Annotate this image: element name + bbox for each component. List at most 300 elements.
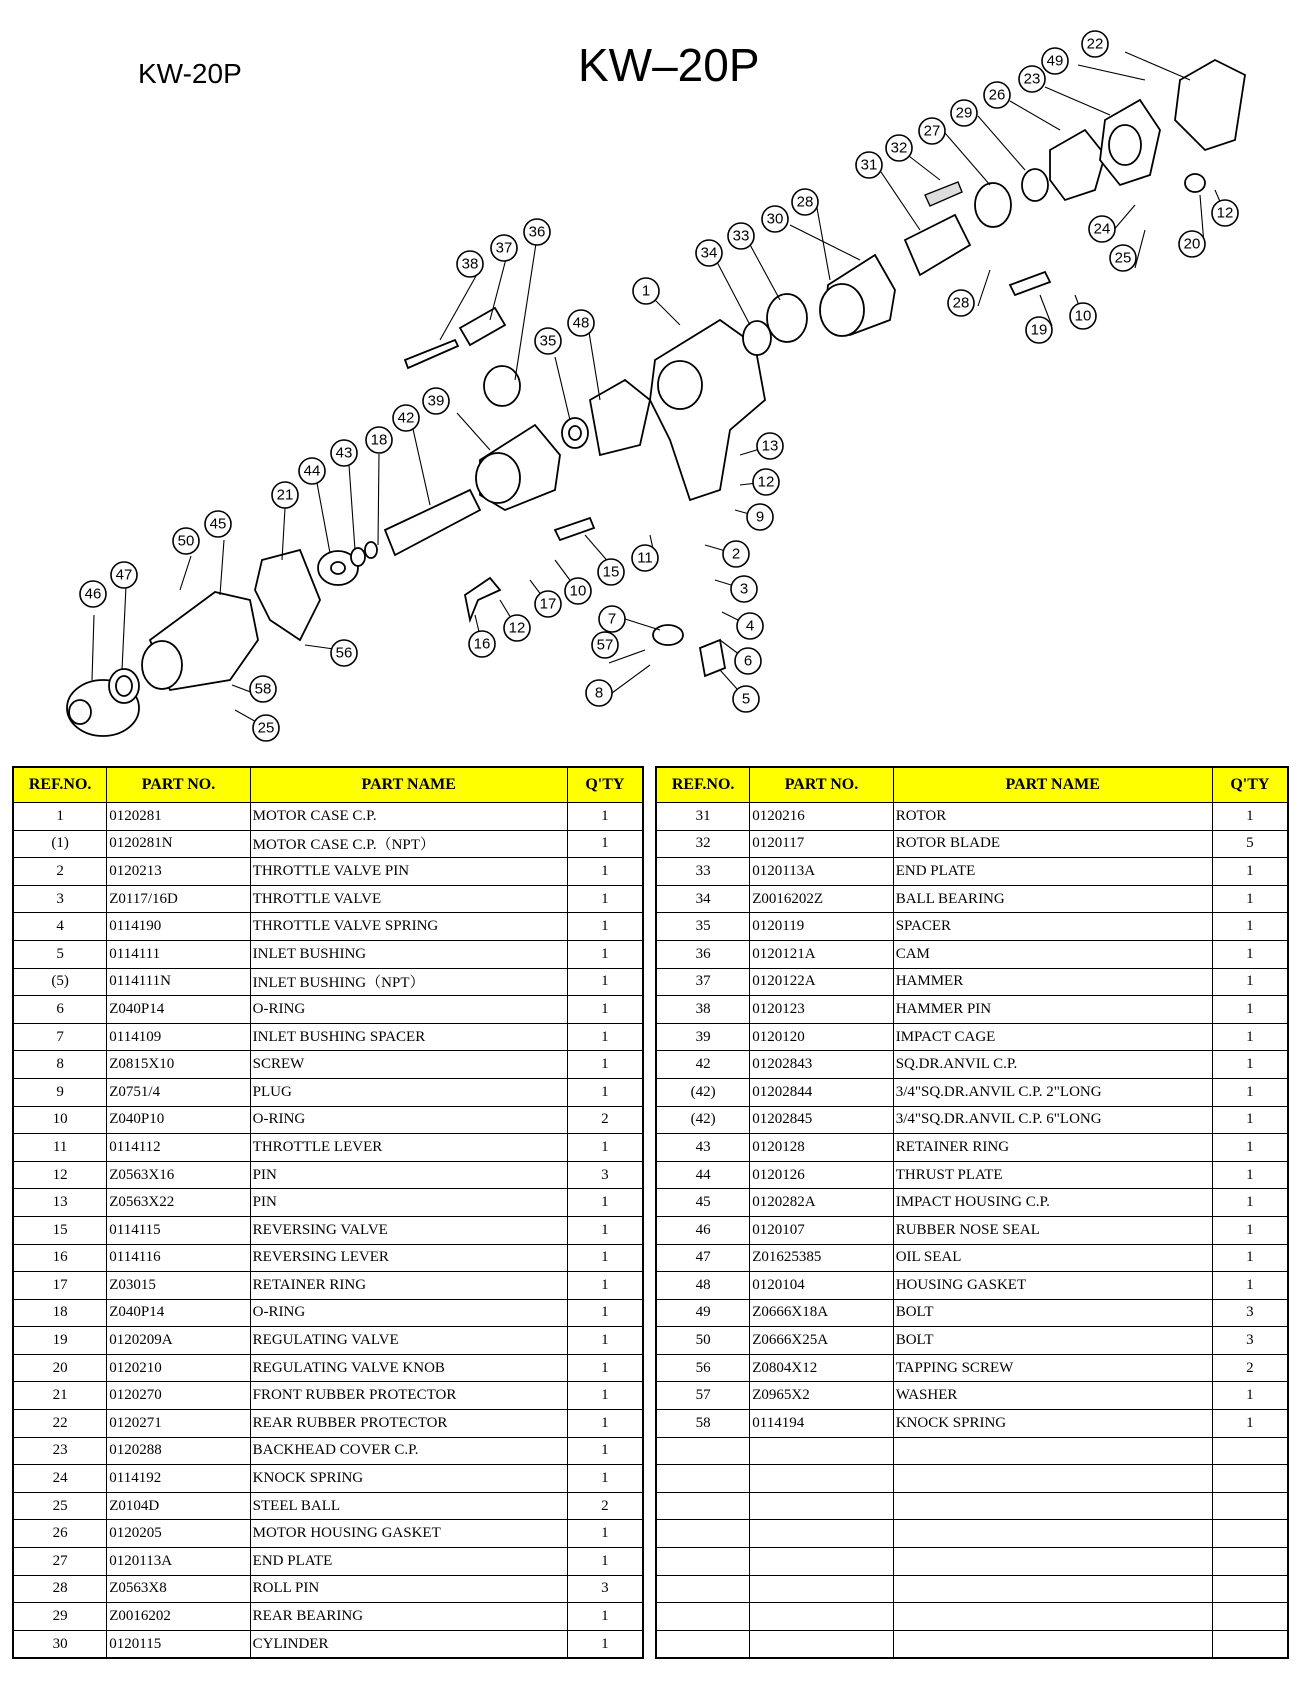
part-name-cell: REGULATING VALVE [250, 1327, 567, 1355]
svg-text:27: 27 [923, 122, 941, 140]
qty-cell: 3 [567, 1575, 643, 1603]
callout-30 [762, 206, 788, 232]
callout-10-b [565, 578, 591, 604]
table-row [13, 1630, 643, 1658]
table-row [13, 1575, 643, 1603]
part-no-cell: 0120115 [107, 1630, 250, 1658]
svg-text:45: 45 [209, 515, 227, 533]
part-no-cell: Z0804X12 [750, 1354, 893, 1382]
callout-56 [331, 640, 357, 666]
part-no-cell: 0120123 [750, 996, 893, 1024]
part-name-cell: PIN [250, 1161, 567, 1189]
svg-text:25: 25 [257, 719, 275, 737]
callout-36 [524, 219, 550, 245]
callout-19 [1026, 317, 1052, 343]
callout-50 [173, 528, 199, 554]
table-row [13, 996, 643, 1024]
svg-text:3: 3 [739, 580, 749, 598]
table-row [656, 1410, 1288, 1438]
callout-23 [1019, 66, 1045, 92]
svg-text:10: 10 [569, 582, 587, 600]
svg-text:6: 6 [743, 652, 753, 670]
qty-cell: 1 [567, 1548, 643, 1576]
table-row [656, 858, 1288, 886]
callout-31 [856, 152, 882, 178]
svg-text:12: 12 [1216, 204, 1234, 222]
svg-text:18: 18 [370, 431, 388, 449]
callout-27 [919, 118, 945, 144]
ref-cell [656, 1465, 750, 1493]
part-name-cell: THROTTLE VALVE SPRING [250, 913, 567, 941]
qty-cell: 2 [567, 1492, 643, 1520]
svg-text:13: 13 [761, 437, 779, 455]
ref-cell: 37 [656, 968, 750, 996]
qty-cell [1212, 1520, 1288, 1548]
table-row [13, 1216, 643, 1244]
table-row [13, 1354, 643, 1382]
part-no-cell: Z040P14 [107, 996, 250, 1024]
part-no-cell: 0120216 [750, 803, 893, 831]
qty-cell: 1 [567, 996, 643, 1024]
parts-table-right [655, 766, 1289, 1659]
header-part-no: PART NO. [107, 767, 250, 803]
callout-39 [423, 388, 449, 414]
svg-text:19: 19 [1030, 321, 1048, 339]
svg-text:25: 25 [1114, 249, 1132, 267]
part-name-cell: O-RING [250, 1299, 567, 1327]
svg-text:29: 29 [955, 104, 973, 122]
qty-cell: 1 [1212, 1244, 1288, 1272]
svg-text:34: 34 [700, 244, 718, 262]
table-row [656, 803, 1288, 831]
svg-text:23: 23 [1023, 70, 1041, 88]
part-name-cell: HOUSING GASKET [893, 1272, 1212, 1300]
part-no-cell [750, 1520, 893, 1548]
callout-46 [80, 581, 106, 607]
table-row [656, 1106, 1288, 1134]
part-name-cell: MOTOR CASE C.P.（NPT） [250, 830, 567, 858]
part-name-cell: KNOCK SPRING [250, 1465, 567, 1493]
ref-cell: 9 [13, 1078, 107, 1106]
ref-cell: 25 [13, 1492, 107, 1520]
ref-cell: (5) [13, 968, 107, 996]
part-name-cell [893, 1437, 1212, 1465]
part-name-cell: PIN [250, 1189, 567, 1217]
ref-cell: 45 [656, 1189, 750, 1217]
part-no-cell [750, 1603, 893, 1631]
ref-cell: 42 [656, 1051, 750, 1079]
part-name-cell: IMPACT HOUSING C.P. [893, 1189, 1212, 1217]
table-row [656, 1603, 1288, 1631]
table-row [13, 858, 643, 886]
ref-cell: 34 [656, 885, 750, 913]
header-part-name: PART NAME [250, 767, 567, 803]
part-name-cell: O-RING [250, 996, 567, 1024]
part-name-cell: CYLINDER [250, 1630, 567, 1658]
table-row [656, 1630, 1288, 1658]
callout-13 [757, 433, 783, 459]
ref-cell: (42) [656, 1078, 750, 1106]
svg-text:49: 49 [1046, 52, 1064, 70]
header-ref-no: REF.NO. [13, 767, 107, 803]
qty-cell: 1 [567, 1603, 643, 1631]
part-no-cell [750, 1465, 893, 1493]
header-qty: Q'TY [1212, 767, 1288, 803]
callout-7 [599, 606, 625, 632]
part-no-cell: Z0563X16 [107, 1161, 250, 1189]
table-row [656, 913, 1288, 941]
part-name-cell: RUBBER NOSE SEAL [893, 1216, 1212, 1244]
ref-cell: 4 [13, 913, 107, 941]
part-no-cell: 0120271 [107, 1410, 250, 1438]
qty-cell: 1 [1212, 1382, 1288, 1410]
ref-cell: 47 [656, 1244, 750, 1272]
table-row [656, 1465, 1288, 1493]
svg-text:10: 10 [1074, 307, 1092, 325]
callout-6 [735, 648, 761, 674]
qty-cell: 1 [567, 1410, 643, 1438]
ref-cell: 13 [13, 1189, 107, 1217]
part-no-cell: 0120205 [107, 1520, 250, 1548]
table-row [656, 885, 1288, 913]
svg-text:50: 50 [177, 532, 195, 550]
qty-cell: 2 [1212, 1354, 1288, 1382]
svg-text:15: 15 [602, 563, 620, 581]
table-row [13, 1299, 643, 1327]
ref-cell: 19 [13, 1327, 107, 1355]
qty-cell: 1 [567, 1299, 643, 1327]
part-name-cell: THROTTLE LEVER [250, 1134, 567, 1162]
part-no-cell: 0120117 [750, 830, 893, 858]
table-row [13, 1520, 643, 1548]
part-name-cell: SPACER [893, 913, 1212, 941]
callout-12-a [753, 469, 779, 495]
part-no-cell: 0114190 [107, 913, 250, 941]
table-row [13, 1272, 643, 1300]
table-row [656, 1023, 1288, 1051]
callout-48 [568, 310, 594, 336]
part-name-cell: THROTTLE VALVE [250, 885, 567, 913]
ref-cell: 28 [13, 1575, 107, 1603]
svg-text:24: 24 [1093, 220, 1111, 238]
qty-cell: 1 [1212, 885, 1288, 913]
ref-cell [656, 1630, 750, 1658]
part-name-cell [893, 1465, 1212, 1493]
part-name-cell [893, 1520, 1212, 1548]
part-no-cell: 0114192 [107, 1465, 250, 1493]
part-no-cell: Z0563X22 [107, 1189, 250, 1217]
part-no-cell: Z0751/4 [107, 1078, 250, 1106]
exploded-parts-diagram [0, 0, 1302, 760]
part-no-cell: 0114115 [107, 1216, 250, 1244]
part-name-cell: BOLT [893, 1299, 1212, 1327]
svg-text:38: 38 [461, 255, 479, 273]
ref-cell: 29 [13, 1603, 107, 1631]
qty-cell: 1 [1212, 996, 1288, 1024]
table-row [13, 885, 643, 913]
qty-cell: 1 [1212, 913, 1288, 941]
part-name-cell: END PLATE [250, 1548, 567, 1576]
part-no-cell: Z0666X25A [750, 1327, 893, 1355]
part-no-cell: 0120270 [107, 1382, 250, 1410]
part-name-cell: CAM [893, 940, 1212, 968]
qty-cell: 1 [567, 1244, 643, 1272]
svg-text:35: 35 [539, 332, 557, 350]
ref-cell: 1 [13, 803, 107, 831]
part-name-cell [893, 1630, 1212, 1658]
part-no-cell: 0114111N [107, 968, 250, 996]
part-no-cell: 0120122A [750, 968, 893, 996]
ref-cell: 23 [13, 1437, 107, 1465]
svg-text:37: 37 [495, 239, 513, 257]
qty-cell: 1 [567, 1134, 643, 1162]
part-no-cell: 0120113A [750, 858, 893, 886]
part-no-cell: 0114112 [107, 1134, 250, 1162]
qty-cell: 1 [1212, 1161, 1288, 1189]
qty-cell [1212, 1630, 1288, 1658]
ref-cell: 30 [13, 1630, 107, 1658]
svg-text:17: 17 [539, 595, 557, 613]
callout-9 [747, 504, 773, 530]
part-no-cell: 0120282A [750, 1189, 893, 1217]
ref-cell: 24 [13, 1465, 107, 1493]
table-row [13, 940, 643, 968]
qty-cell: 1 [567, 968, 643, 996]
ref-cell: 2 [13, 858, 107, 886]
table-row [13, 1548, 643, 1576]
callout-5 [733, 686, 759, 712]
callout-18 [366, 427, 392, 453]
part-name-cell: HAMMER PIN [893, 996, 1212, 1024]
part-name-cell: WASHER [893, 1382, 1212, 1410]
svg-text:16: 16 [473, 635, 491, 653]
callout-25-b [253, 715, 279, 741]
qty-cell [1212, 1575, 1288, 1603]
parts-table-left [12, 766, 644, 1659]
svg-text:20: 20 [1183, 235, 1201, 253]
qty-cell: 1 [567, 858, 643, 886]
part-name-cell: PLUG [250, 1078, 567, 1106]
qty-cell: 1 [567, 940, 643, 968]
svg-text:33: 33 [732, 227, 750, 245]
table-row [656, 1437, 1288, 1465]
table-row [13, 968, 643, 996]
part-no-cell [750, 1437, 893, 1465]
part-no-cell: Z0016202 [107, 1603, 250, 1631]
part-no-cell: 0120126 [750, 1161, 893, 1189]
part-no-cell: 0120113A [107, 1548, 250, 1576]
callout-4 [737, 613, 763, 639]
qty-cell: 1 [1212, 858, 1288, 886]
ref-cell: 35 [656, 913, 750, 941]
ref-cell: 49 [656, 1299, 750, 1327]
part-name-cell: SQ.DR.ANVIL C.P. [893, 1051, 1212, 1079]
table-row [13, 1051, 643, 1079]
part-name-cell: STEEL BALL [250, 1492, 567, 1520]
ref-cell: 38 [656, 996, 750, 1024]
table-row [13, 1106, 643, 1134]
qty-cell: 1 [567, 885, 643, 913]
part-no-cell: 0120104 [750, 1272, 893, 1300]
svg-text:58: 58 [254, 680, 272, 698]
qty-cell: 1 [567, 803, 643, 831]
part-no-cell: 0120281N [107, 830, 250, 858]
callout-29 [951, 100, 977, 126]
table-row [13, 1134, 643, 1162]
header-ref-no: REF.NO. [656, 767, 750, 803]
qty-cell: 1 [1212, 1216, 1288, 1244]
ref-cell: 33 [656, 858, 750, 886]
qty-cell: 1 [1212, 1410, 1288, 1438]
callout-43 [331, 440, 357, 466]
part-name-cell: ROLL PIN [250, 1575, 567, 1603]
callout-16 [469, 631, 495, 657]
qty-cell: 1 [567, 1023, 643, 1051]
qty-cell: 1 [1212, 1272, 1288, 1300]
part-name-cell: RETAINER RING [250, 1272, 567, 1300]
svg-text:48: 48 [572, 314, 590, 332]
part-name-cell: REVERSING VALVE [250, 1216, 567, 1244]
qty-cell: 1 [567, 1051, 643, 1079]
ref-cell: 39 [656, 1023, 750, 1051]
ref-cell: 48 [656, 1272, 750, 1300]
qty-cell [1212, 1492, 1288, 1520]
model-title: KW‒20P [578, 39, 760, 91]
ref-cell [656, 1520, 750, 1548]
part-no-cell [750, 1492, 893, 1520]
svg-text:44: 44 [303, 462, 321, 480]
part-name-cell [893, 1548, 1212, 1576]
table-row [656, 1520, 1288, 1548]
table-row [13, 913, 643, 941]
part-name-cell: INLET BUSHING [250, 940, 567, 968]
table-row [656, 1327, 1288, 1355]
part-no-cell: 0120128 [750, 1134, 893, 1162]
svg-text:57: 57 [596, 636, 614, 654]
callout-35 [535, 328, 561, 354]
ref-cell [656, 1437, 750, 1465]
qty-cell: 1 [567, 830, 643, 858]
ref-cell [656, 1492, 750, 1520]
svg-text:30: 30 [766, 210, 784, 228]
callout-15 [598, 559, 624, 585]
ref-cell: 26 [13, 1520, 107, 1548]
qty-cell: 1 [567, 1465, 643, 1493]
svg-text:56: 56 [335, 644, 353, 662]
ref-cell: 58 [656, 1410, 750, 1438]
table-row [656, 940, 1288, 968]
svg-text:31: 31 [860, 156, 878, 174]
svg-text:7: 7 [607, 610, 617, 628]
qty-cell: 1 [1212, 1189, 1288, 1217]
part-no-cell [750, 1630, 893, 1658]
table-row [656, 1492, 1288, 1520]
table-row [656, 1272, 1288, 1300]
table-row [13, 1078, 643, 1106]
svg-text:39: 39 [427, 392, 445, 410]
svg-text:12: 12 [508, 619, 526, 637]
qty-cell: 1 [1212, 1134, 1288, 1162]
callout-26 [984, 82, 1010, 108]
table-row [656, 1189, 1288, 1217]
part-name-cell: BALL BEARING [893, 885, 1212, 913]
ref-cell: 22 [13, 1410, 107, 1438]
table-row [13, 803, 643, 831]
part-no-cell: Z0016202Z [750, 885, 893, 913]
table-row [13, 830, 643, 858]
part-no-cell: Z0117/16D [107, 885, 250, 913]
header-qty: Q'TY [567, 767, 643, 803]
svg-text:26: 26 [988, 86, 1006, 104]
qty-cell: 1 [567, 1216, 643, 1244]
part-no-cell: 0120119 [750, 913, 893, 941]
callout-38 [457, 251, 483, 277]
svg-text:22: 22 [1086, 35, 1104, 53]
svg-text:8: 8 [594, 684, 604, 702]
qty-cell: 1 [1212, 940, 1288, 968]
table-row [656, 1078, 1288, 1106]
table-header-row [656, 767, 1288, 803]
part-no-cell: Z040P10 [107, 1106, 250, 1134]
ref-cell: 50 [656, 1327, 750, 1355]
svg-text:21: 21 [276, 486, 294, 504]
table-row [13, 1603, 643, 1631]
table-row [656, 1382, 1288, 1410]
ref-cell: (42) [656, 1106, 750, 1134]
qty-cell: 1 [1212, 968, 1288, 996]
ref-cell: 17 [13, 1272, 107, 1300]
callout-17 [535, 591, 561, 617]
ref-cell: 18 [13, 1299, 107, 1327]
callout-33 [728, 223, 754, 249]
table-body-left [13, 803, 643, 1659]
part-no-cell: Z040P14 [107, 1299, 250, 1327]
qty-cell [1212, 1437, 1288, 1465]
svg-text:42: 42 [397, 409, 415, 427]
ref-cell [656, 1548, 750, 1576]
part-name-cell: MOTOR HOUSING GASKET [250, 1520, 567, 1548]
table-row [656, 1051, 1288, 1079]
model-label-left: KW-20P [138, 58, 242, 89]
qty-cell: 3 [1212, 1299, 1288, 1327]
callout-3 [731, 576, 757, 602]
callout-45 [205, 511, 231, 537]
part-name-cell [893, 1575, 1212, 1603]
table-row [656, 968, 1288, 996]
callout-12-c [1212, 200, 1238, 226]
table-row [13, 1437, 643, 1465]
svg-text:5: 5 [741, 690, 751, 708]
svg-text:28: 28 [952, 294, 970, 312]
part-no-cell: 0120210 [107, 1354, 250, 1382]
part-no-cell: 0120107 [750, 1216, 893, 1244]
table-row [656, 1244, 1288, 1272]
part-name-cell: ROTOR BLADE [893, 830, 1212, 858]
table-row [656, 1216, 1288, 1244]
part-no-cell [750, 1548, 893, 1576]
table-row [656, 1134, 1288, 1162]
callout-10-a [1070, 303, 1096, 329]
table-row [13, 1161, 643, 1189]
qty-cell: 1 [567, 1327, 643, 1355]
table-row [656, 996, 1288, 1024]
part-no-cell: Z0104D [107, 1492, 250, 1520]
ref-cell: 8 [13, 1051, 107, 1079]
table-body-right [656, 803, 1288, 1659]
part-no-cell: 0114194 [750, 1410, 893, 1438]
ref-cell: 15 [13, 1216, 107, 1244]
part-name-cell: 3/4"SQ.DR.ANVIL C.P. 6"LONG [893, 1106, 1212, 1134]
